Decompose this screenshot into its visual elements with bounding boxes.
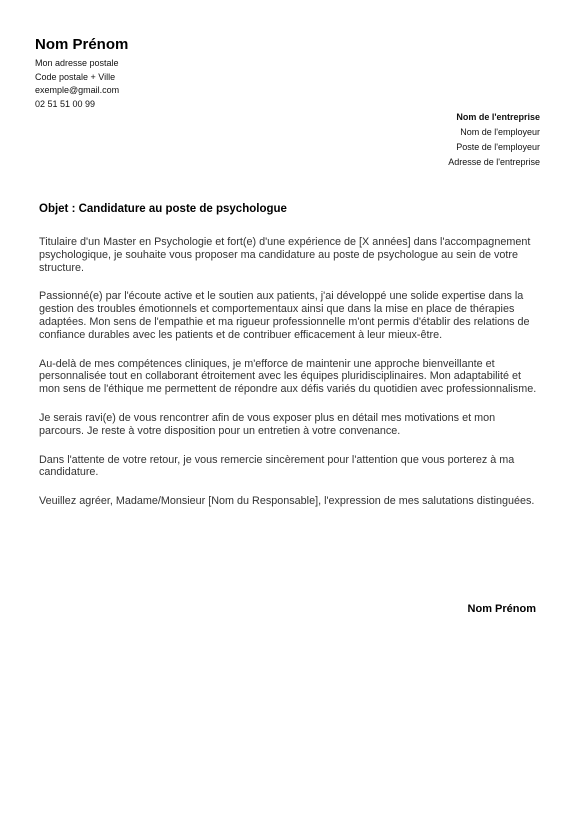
paragraph-expertise: Passionné(e) par l'écoute active et le soutien aux patients, j'ai développé une solide expertise dans la gestion des troubles émotionnels et comportementaux ainsi que dans la mise en place de thérapies adaptées. Mon sens de l'empathie et ma rigueur professionnelle m'ont permis d'établir des relations de confiance durables avec les patients et de contribuer efficacement à leur mieux-être. xyxy=(39,290,530,341)
recipient-employer-name: Nom de l'employeur xyxy=(460,127,540,137)
recipient-employer-position: Poste de l'employeur xyxy=(456,142,540,152)
sender-city: Code postale + Ville xyxy=(35,71,116,82)
paragraph-interview: Je serais ravi(e) de vous rencontrer afin de vous exposer plus en détail mes motivations et mon parcours. Je reste à votre disposition pour un entretien à votre convenance. xyxy=(39,411,496,437)
paragraph-thanks: Dans l'attente de votre retour, je vous remercie sincèrement pour l'attention que vous porterez à ma candidature. xyxy=(39,453,515,479)
sender-address: Mon adresse postale xyxy=(35,58,119,68)
sender-name: Nom Prénom xyxy=(35,36,129,53)
signature: Nom Prénom xyxy=(467,603,536,615)
recipient-company: Nom de l'entreprise xyxy=(456,112,540,122)
sender-phone: 02 51 51 00 99 xyxy=(35,98,96,109)
letter-body xyxy=(39,236,537,524)
paragraph-skills: Au-delà de mes compétences cliniques, je m'efforce de maintenir une approche bienveillante et personnalisée tout en collaborant étroitement avec les équipes pluridisciplinaires. Mon adaptabilité et mon sens de l'éthique me permettent de répondre aux défis variés du quotidien avec professionnalisme. xyxy=(39,357,537,396)
paragraph-intro: Titulaire d'un Master en Psychologie et fort(e) d'une expérience de [X années] dans l'accompagnement psychologique, je souhaite vous proposer ma candidature au poste de psychologue au sein de votre structure. xyxy=(39,236,531,274)
recipient-company-address: Adresse de l'entreprise xyxy=(448,157,540,167)
recipient-block xyxy=(448,110,540,170)
letter-subject: Objet : Candidature au poste de psychologue xyxy=(39,203,287,215)
paragraph-closing: Veuillez agréer, Madame/Monsieur [Nom du Responsable], l'expression de mes salutations distinguées. xyxy=(39,495,535,508)
sender-block xyxy=(35,36,128,111)
sender-email: exemple@gmail.com xyxy=(35,85,120,95)
